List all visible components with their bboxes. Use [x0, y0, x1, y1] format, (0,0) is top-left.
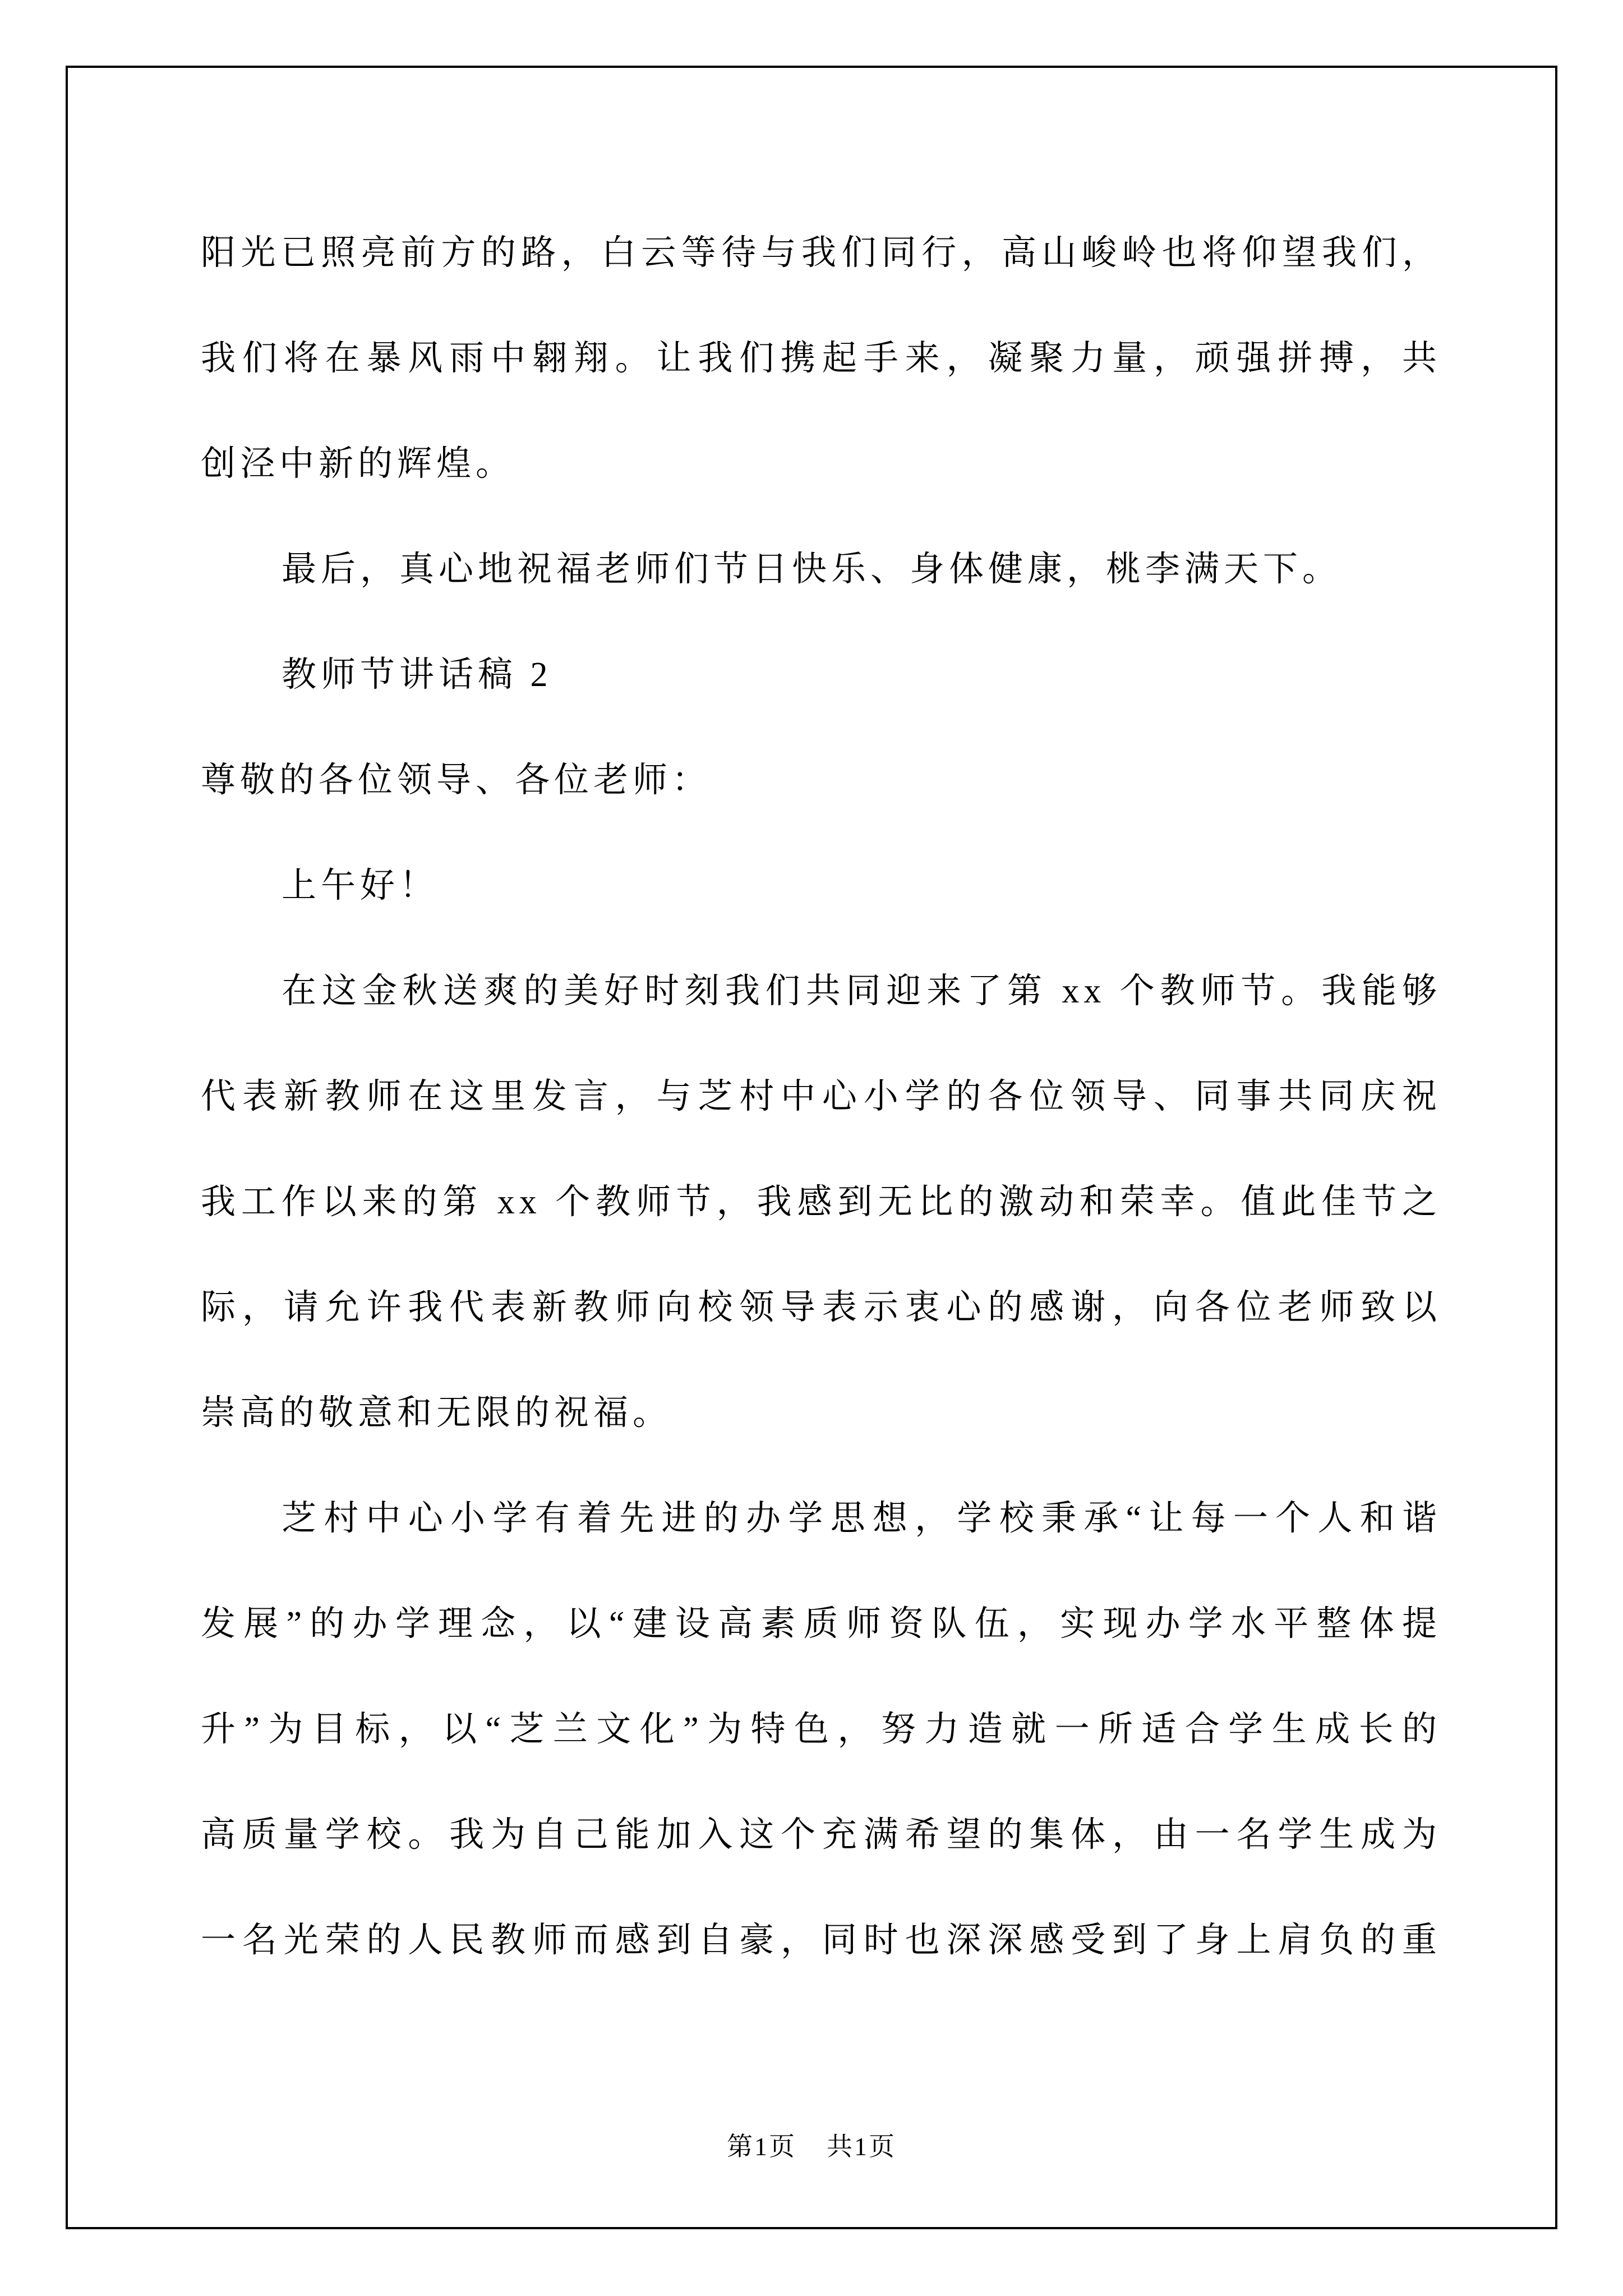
page-footer: [66, 2129, 1557, 2164]
body-line: 最后，真心地祝福老师们节日快乐、身体健康，桃李满天下。: [282, 550, 1342, 588]
body-line: 上午好！: [282, 867, 439, 905]
body-line: 我们将在暴风雨中翱翔。让我们携起手来，凝聚力量，顽强拼搏，共: [201, 339, 1441, 378]
footer-page-number: 第1页: [727, 2132, 796, 2161]
body-line: 芝村中心小学有着先进的办学思想，学校秉承“让每一个人和谐: [282, 1499, 1441, 1538]
body-line: 教师节讲话稿 2: [282, 656, 552, 694]
body-line: 发展”的办学理念，以“建设高素质师资队伍，实现办学水平整体提: [201, 1605, 1441, 1643]
body-line: 崇高的敬意和无限的祝福。: [201, 1394, 672, 1432]
body-line: 一名光荣的人民教师而感到自豪，同时也深深感受到了身上肩负的重: [201, 1921, 1441, 1959]
document-text: [201, 200, 1441, 1993]
body-line: 我工作以来的第 xx 个教师节，我感到无比的激动和荣幸。值此佳节之: [201, 1183, 1441, 1221]
body-line: 创泾中新的辉煌。: [201, 445, 515, 483]
body-line: 尊敬的各位领导、各位老师：: [201, 761, 712, 799]
body-line: 阳光已照亮前方的路，白云等待与我们同行，高山峻岭也将仰望我们，: [201, 234, 1441, 272]
footer-page-total: 共1页: [827, 2132, 896, 2161]
body-line: 升”为目标，以“芝兰文化”为特色，努力造就一所适合学生成长的: [201, 1710, 1441, 1749]
body-line: 代表新教师在这里发言，与芝村中心小学的各位领导、同事共同庆祝: [201, 1078, 1441, 1116]
body-line: 在这金秋送爽的美好时刻我们共同迎来了第 xx 个教师节。我能够: [282, 972, 1441, 1010]
body-line: 际，请允许我代表新教师向校领导表示衷心的感谢，向各位老师致以: [201, 1289, 1441, 1327]
body-line: 高质量学校。我为自己能加入这个充满希望的集体，由一名学生成为: [201, 1816, 1441, 1854]
